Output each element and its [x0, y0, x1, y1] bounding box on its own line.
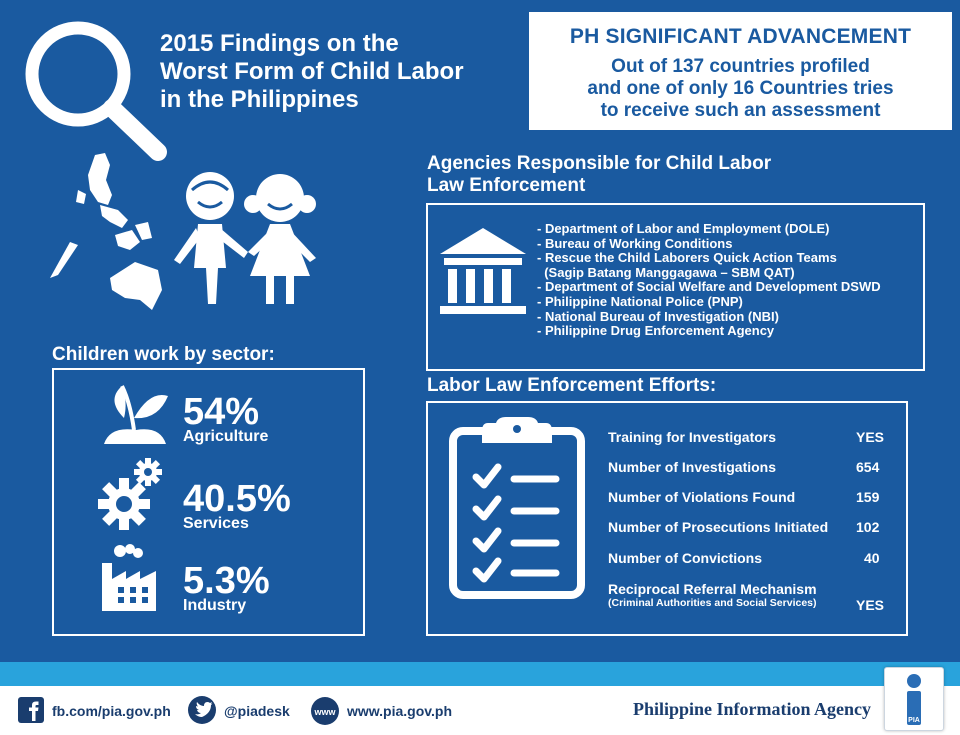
effort-value: 40 [864, 550, 880, 566]
facebook-icon[interactable] [18, 697, 44, 723]
footer-stripe [0, 662, 960, 686]
list-item: - Department of Social Welfare and Development DSWD [537, 279, 881, 295]
effort-row [608, 550, 893, 566]
sector-percent: 54% [183, 391, 260, 433]
sector-label: Agriculture [183, 428, 269, 445]
pia-logo-icon [885, 668, 943, 730]
effort-label: Number of Investigations [608, 459, 777, 475]
efforts-heading: Labor Law Enforcement Efforts: [427, 375, 717, 396]
government-building-icon [436, 226, 530, 316]
effort-value: 159 [856, 489, 880, 505]
facebook-link[interactable]: fb.com/pia.gov.ph [52, 703, 171, 719]
title-line: in the Philippines [160, 86, 359, 113]
sector-label: Industry [183, 597, 247, 614]
clipboard-icon [448, 417, 586, 599]
list-item: - Rescue the Child Laborers Quick Action Teams [537, 250, 837, 266]
agencies-heading-line: Law Enforcement [427, 175, 586, 196]
list-item: - Bureau of Working Conditions [537, 235, 733, 251]
effort-value: 654 [856, 459, 880, 475]
pia-logo-text: PIA [908, 717, 920, 724]
sectors-heading: Children work by sector: [52, 344, 275, 365]
agencies-heading-line: Agencies Responsible for Child Labor [427, 153, 772, 174]
advancement-line: Out of 137 countries profiled [611, 56, 870, 77]
website-link[interactable]: www.pia.gov.ph [347, 703, 452, 719]
effort-row [608, 489, 893, 505]
list-item: - Philippine National Police (PNP) [537, 293, 743, 309]
children-icon [168, 168, 328, 310]
advancement-body [529, 56, 952, 122]
effort-row [608, 581, 893, 613]
effort-row [608, 459, 893, 475]
footer [0, 686, 960, 735]
effort-label: Reciprocal Referral Mechanism [608, 581, 817, 597]
advancement-line: to receive such an assessment [600, 100, 881, 121]
agency-list [537, 222, 927, 339]
effort-label: Number of Convictions [608, 550, 763, 566]
list-item: - Philippine Drug Enforcement Agency [537, 323, 775, 339]
www-label: www [314, 707, 336, 717]
plant-icon [100, 382, 170, 446]
effort-row [608, 429, 893, 445]
list-item: (Sagip Batang Manggagawa – SBM QAT) [537, 264, 795, 280]
website-icon[interactable] [310, 696, 340, 726]
twitter-icon[interactable] [188, 696, 216, 724]
effort-label: Training for Investigators [608, 429, 777, 445]
advancement-line: and one of only 16 Countries tries [587, 78, 894, 99]
list-item: - Department of Labor and Employment (DOLE) [537, 221, 830, 236]
advancement-heading: PH SIGNIFICANT ADVANCEMENT [569, 25, 912, 48]
gears-icon [98, 458, 164, 534]
twitter-handle[interactable]: @piadesk [224, 703, 290, 719]
pia-logo [884, 667, 944, 731]
sector-percent: 5.3% [183, 560, 270, 602]
title-line: 2015 Findings on the [160, 30, 399, 57]
effort-value: YES [856, 429, 885, 445]
effort-label: Number of Violations Found [608, 489, 796, 505]
effort-value: YES [856, 597, 885, 613]
effort-value: 102 [856, 519, 880, 535]
sector-percent: 40.5% [183, 478, 291, 520]
agency-name: Philippine Information Agency [633, 699, 872, 719]
philippines-map-icon [40, 150, 170, 320]
agencies-heading [427, 153, 771, 197]
title-line: Worst Form of Child Labor [160, 58, 464, 85]
sector-label: Services [183, 515, 249, 532]
effort-label: Number of Prosecutions Initiated [608, 519, 829, 535]
page-title [160, 30, 520, 114]
list-item: - National Bureau of Investigation (NBI) [537, 308, 779, 324]
advancement-box [529, 12, 952, 130]
factory-icon [98, 543, 162, 613]
magnifier-icon [8, 2, 168, 162]
effort-sublabel: (Criminal Authorities and Social Services) [608, 597, 817, 609]
effort-row [608, 519, 893, 535]
